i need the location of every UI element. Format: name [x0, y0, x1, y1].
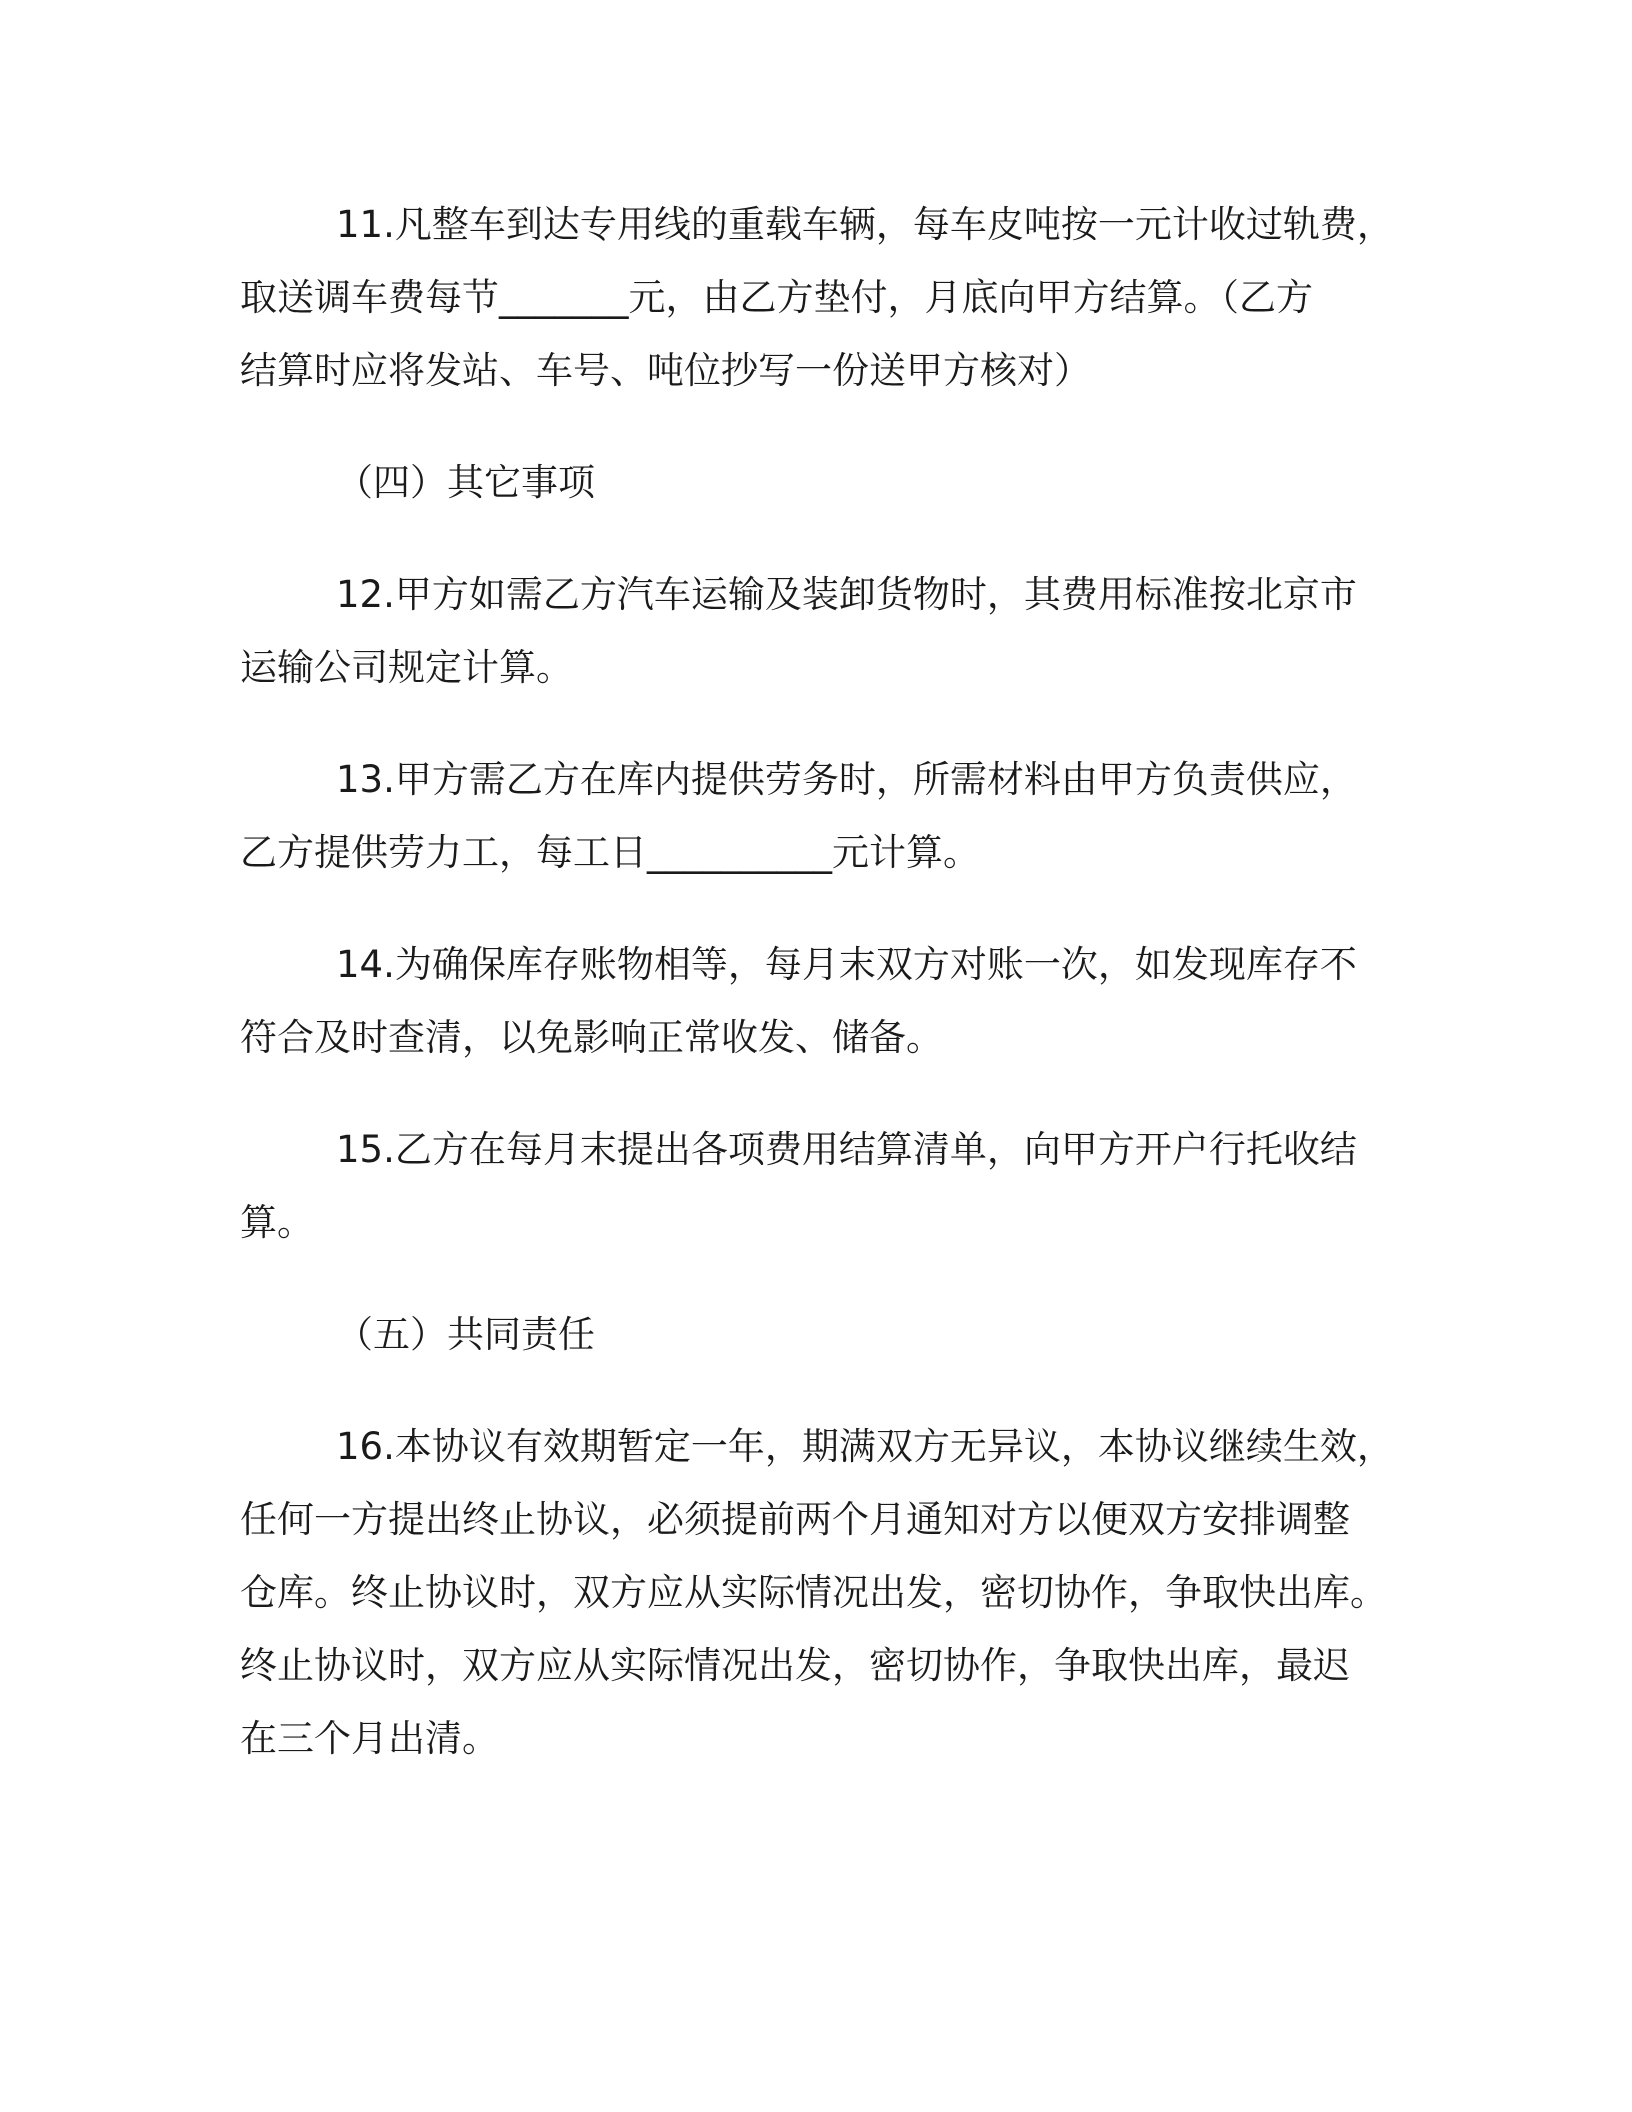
clause-11: [240, 188, 1394, 407]
section-heading-5: [240, 1298, 1390, 1371]
text-line: 符合及时查清，以免影响正常收发、储备。: [240, 1016, 943, 1059]
text-line: 16.本协议有效期暂定一年，期满双方无异议，本协议继续生效，: [336, 1425, 1394, 1468]
heading-text: （四）其它事项: [336, 461, 595, 504]
text-line: 终止协议时，双方应从实际情况出发，密切协作，争取快出库，最迟: [240, 1644, 1350, 1687]
text-line: 15.乙方在每月末提出各项费用结算清单，向甲方开户行托收结: [336, 1128, 1357, 1171]
clause-16: [240, 1410, 1394, 1775]
text-line: 结算时应将发站、车号、吨位抄写一份送甲方核对）: [240, 349, 1091, 392]
text-line: 13.甲方需乙方在库内提供劳务时，所需材料由甲方负责供应，: [336, 758, 1357, 801]
text-line: 运输公司规定计算。: [240, 646, 573, 689]
heading-text: （五）共同责任: [336, 1313, 595, 1356]
text-line: 在三个月出清。: [240, 1717, 499, 1760]
document-body: [240, 188, 1394, 1814]
text-line: 算。: [240, 1201, 314, 1244]
clause-14: [240, 928, 1390, 1074]
text-line: 取送调车费每节_______元，由乙方垫付，月底向甲方结算。（乙方: [240, 276, 1313, 319]
section-heading-4: [240, 446, 1390, 519]
clause-13: [240, 743, 1390, 889]
clause-15: [240, 1113, 1390, 1259]
text-line: 11.凡整车到达专用线的重载车辆，每车皮吨按一元计收过轨费，: [336, 203, 1394, 246]
clause-12: [240, 558, 1390, 704]
text-line: 14.为确保库存账物相等，每月末双方对账一次，如发现库存不: [336, 943, 1357, 986]
text-line: 仓库。终止协议时，双方应从实际情况出发，密切协作，争取快出库。: [240, 1571, 1387, 1614]
text-line: 任何一方提出终止协议，必须提前两个月通知对方以便双方安排调整: [240, 1498, 1350, 1541]
text-line: 乙方提供劳力工，每工日__________元计算。: [240, 831, 980, 874]
text-line: 12.甲方如需乙方汽车运输及装卸货物时，其费用标准按北京市: [336, 573, 1357, 616]
